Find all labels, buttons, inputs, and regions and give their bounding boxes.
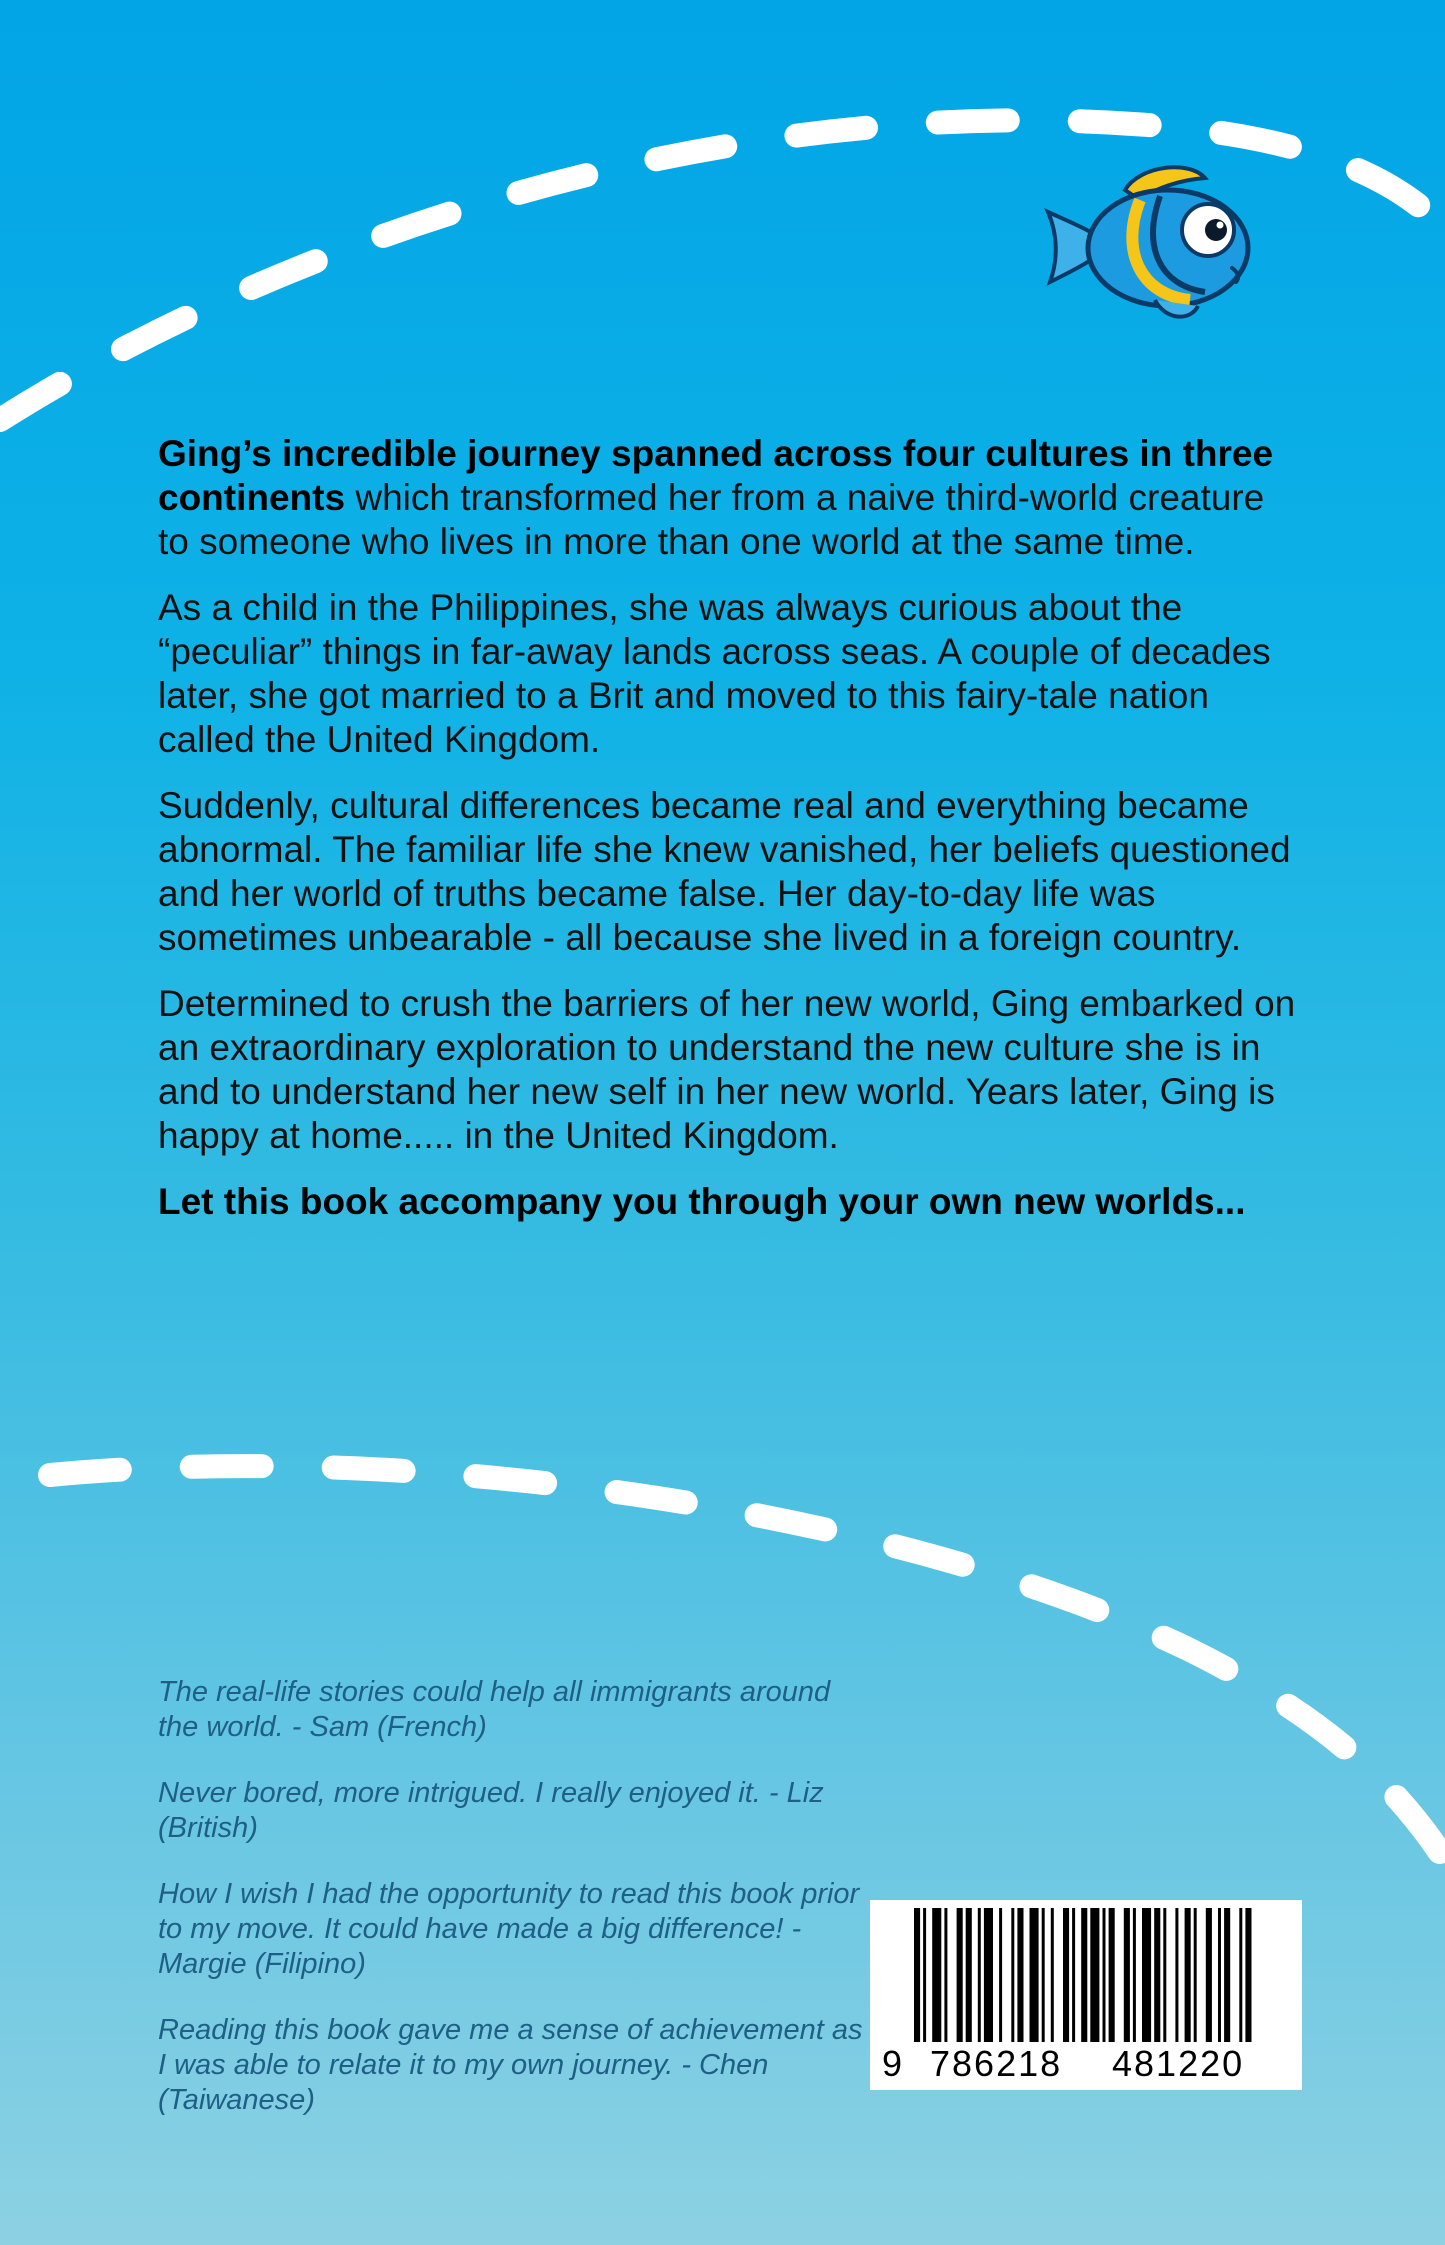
review-chen: Reading this book gave me a sense of achievement as I was able to relate it to my own journey. - Chen (Taiwanese) xyxy=(158,2014,863,2116)
barcode-bar xyxy=(1063,1908,1069,2042)
barcode-bar xyxy=(1109,1908,1115,2042)
fish-icon xyxy=(1040,160,1260,330)
barcode-bar xyxy=(1051,1908,1054,2042)
isbn-barcode xyxy=(870,1900,1302,2090)
barcode-bar xyxy=(1154,1908,1160,2042)
barcode-bar xyxy=(1090,1908,1099,2042)
barcode-bar xyxy=(1072,1908,1075,2042)
blurb-paragraph-4: Determined to crush the barriers of her new world, Ging embarked on an extraordinary exploration to understand the new culture she is in and to understand her new self in her new world. Years later, Ging is happy at home..... in the United Kingdom. xyxy=(158,983,1296,1156)
reader-reviews xyxy=(158,1675,878,2149)
barcode-bar xyxy=(1124,1908,1130,2042)
barcode-bars xyxy=(914,1908,1252,2042)
barcode-bar xyxy=(923,1908,926,2042)
barcode-bar xyxy=(1224,1908,1230,2042)
barcode-bar xyxy=(1017,1908,1023,2042)
blurb-paragraph-3: Suddenly, cultural differences became real and everything became abnormal. The familiar life she knew vanished, her beliefs questioned and her world of truths became false. Her day-to-day life was sometimes unbearable - all because she lived in a foreign country. xyxy=(158,785,1291,958)
barcode-bar xyxy=(1206,1908,1212,2042)
barcode-bar xyxy=(914,1908,920,2042)
barcode-bar xyxy=(978,1908,981,2042)
tagline: Let this book accompany you through your own new worlds... xyxy=(158,1181,1246,1222)
barcode-bar xyxy=(1194,1908,1197,2042)
barcode-bar xyxy=(966,1908,972,2042)
barcode-bar xyxy=(1142,1908,1151,2042)
barcode-bar xyxy=(1011,1908,1014,2042)
barcode-bar xyxy=(1245,1908,1251,2042)
blurb-paragraph-1-bold: Ging’s incredible journey spanned across four cultures in three continents xyxy=(158,433,1274,518)
blurb-text xyxy=(158,432,1298,1246)
barcode-bar xyxy=(1218,1908,1221,2042)
barcode-bar xyxy=(1042,1908,1045,2042)
barcode-graphic xyxy=(870,1900,1302,2090)
barcode-bar xyxy=(1185,1908,1191,2042)
barcode-digits-left: 786218 xyxy=(930,2043,1063,2084)
barcode-bar xyxy=(1163,1908,1166,2042)
barcode-bar xyxy=(1030,1908,1039,2042)
barcode-bar xyxy=(999,1908,1002,2042)
barcode-bar xyxy=(1175,1908,1178,2042)
barcode-digits-right: 481220 xyxy=(1112,2043,1245,2084)
barcode-bar xyxy=(1103,1908,1106,2042)
barcode-digit-first: 9 xyxy=(882,2043,903,2084)
barcode-bar xyxy=(932,1908,941,2042)
barcode-bar xyxy=(1239,1908,1242,2042)
blurb-paragraph-2: As a child in the Philippines, she was always curious about the “peculiar” things in far-away lands across seas. A couple of decades later, she got married to a Brit and moved to this fairy-tale nation called the United Kingdom. xyxy=(158,587,1271,760)
review-margie: How I wish I had the opportunity to read this book prior to my move. It could have made a big difference! - Margie (Filipino) xyxy=(158,1878,860,1980)
review-liz: Never bored, more intrigued. I really enjoyed it. - Liz (British) xyxy=(158,1777,824,1844)
review-sam: The real-life stories could help all immigrants around the world. - Sam (French) xyxy=(158,1676,831,1743)
barcode-bar xyxy=(944,1908,947,2042)
blurb-paragraph-1-rest: which transformed her from a naive third-world creature to someone who lives in more than one world at the same time. xyxy=(158,477,1265,562)
barcode-bar xyxy=(1081,1908,1087,2042)
barcode-bar xyxy=(957,1908,963,2042)
blurb-paragraph-1 xyxy=(158,432,1298,564)
barcode-bar xyxy=(984,1908,993,2042)
barcode-bar xyxy=(1133,1908,1136,2042)
